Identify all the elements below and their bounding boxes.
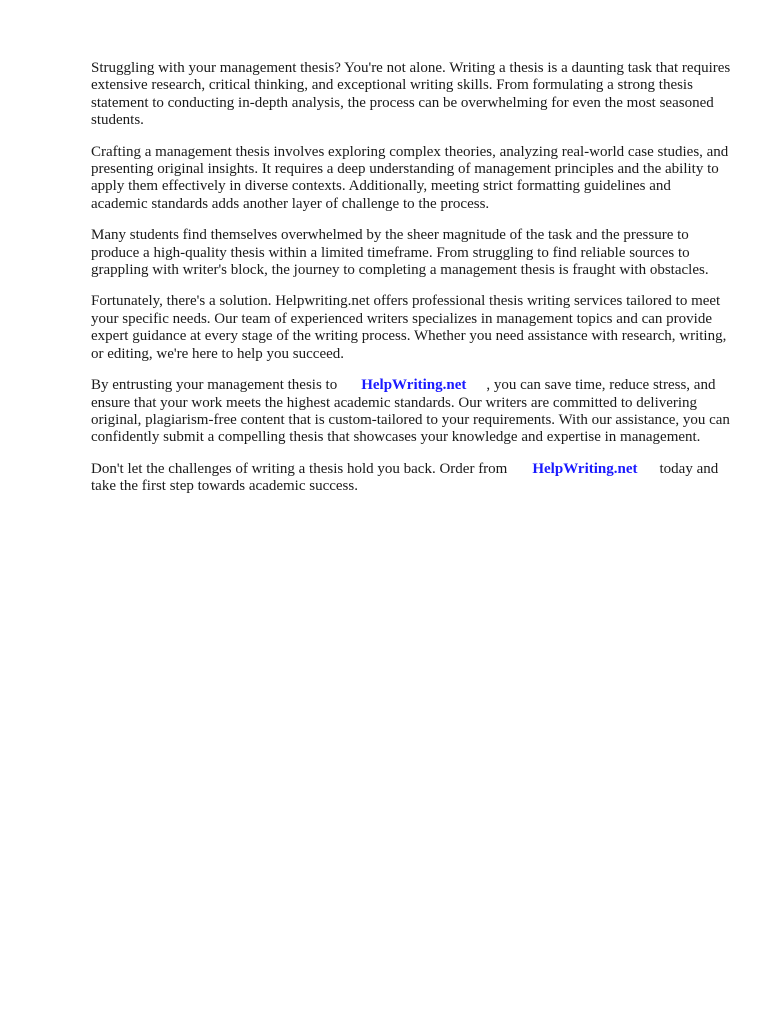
helpwriting-order-link[interactable]: HelpWriting.net <box>532 460 638 477</box>
helpwriting-link[interactable]: HelpWriting.net <box>361 377 467 394</box>
paragraph-entrusting <box>91 377 731 447</box>
paragraph-order-lead: Don't let the challenges of writing a thesis hold you back. Order from <box>91 460 508 477</box>
paragraph-entrusting-rest: , you can save time, reduce stress, and ensure that your work meets the highest academic standards. Our writers are committed to delivering original, plagiarism-free content that is custom-tailored to your requirements. With our assistance, you can confidently submit a compelling thesis that showcases your knowledge and expertise in management. <box>91 377 730 446</box>
paragraph-entrusting-lead: By entrusting your management thesis to <box>91 377 338 394</box>
paragraph-order-rest: today and take the first step towards academic success. <box>91 460 719 495</box>
paragraph-order <box>91 461 731 496</box>
document-body <box>91 60 731 510</box>
paragraph-challenges: Many students find themselves overwhelmed by the sheer magnitude of the task and the pressure to produce a high-quality thesis within a limited timeframe. From struggling to find reliable sources to grappling with writer's block, the journey to completing a management thesis is fraught with obstacles. <box>91 227 709 279</box>
paragraph-intro: Struggling with your management thesis? You're not alone. Writing a thesis is a daunting task that requires extensive research, critical thinking, and exceptional writing skills. From formulating a strong thesis statement to conducting in-depth analysis, the process can be overwhelming for even the most seasoned students. <box>91 60 731 129</box>
paragraph-solution: Fortunately, there's a solution. Helpwriting.net offers professional thesis writing services tailored to meet your specific needs. Our team of experienced writers specializes in management topics and can provide expert guidance at every stage of the writing process. Whether you need assistance with research, writing, or editing, we're here to help you succeed. <box>91 293 727 362</box>
paragraph-crafting: Crafting a management thesis involves exploring complex theories, analyzing real-world case studies, and presenting original insights. It requires a deep understanding of management principles and the ability to apply them effectively in diverse contexts. Additionally, meeting strict formatting guidelines and academic standards adds another layer of challenge to the process. <box>91 143 729 212</box>
